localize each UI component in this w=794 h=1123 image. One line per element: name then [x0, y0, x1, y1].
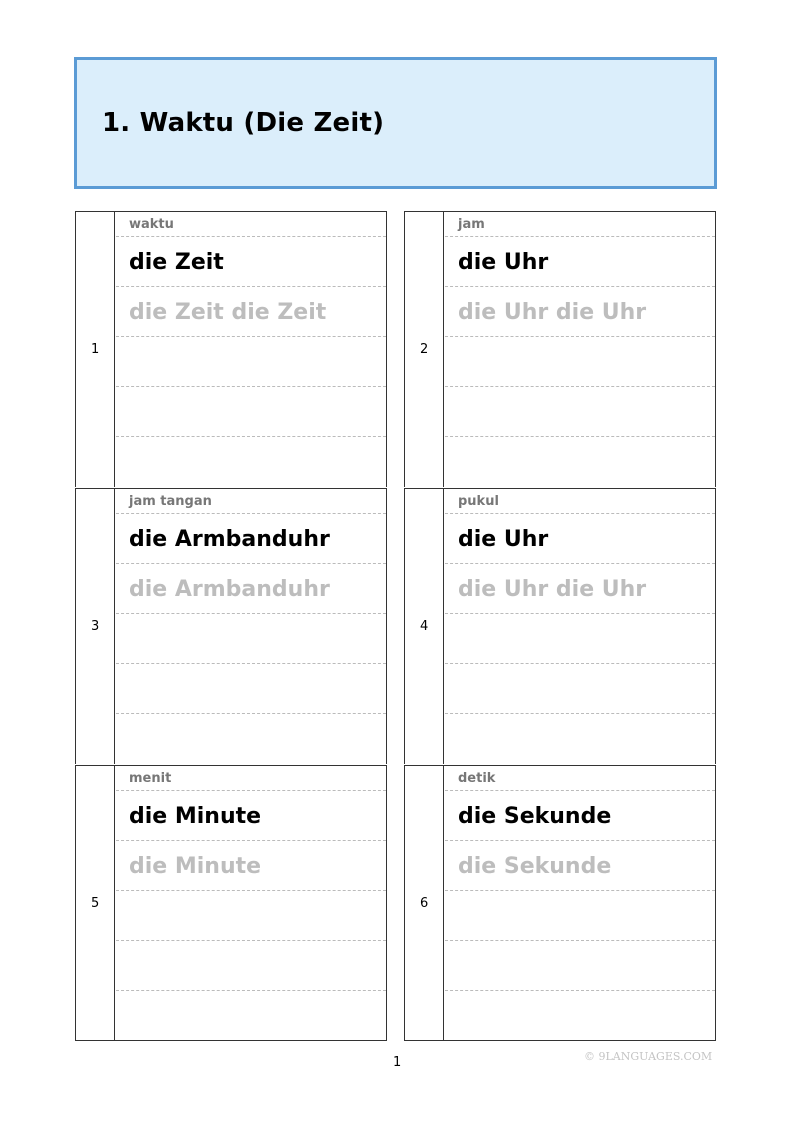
practice-line[interactable]: [116, 387, 386, 437]
practice-line[interactable]: [445, 941, 715, 991]
practice-line[interactable]: [445, 614, 715, 664]
trace-word: die Sekunde: [458, 854, 612, 879]
word-row: [116, 237, 386, 287]
trace-word: die Uhr die Uhr: [458, 577, 647, 602]
trace-row: [116, 287, 386, 337]
trace-row: [445, 287, 715, 337]
practice-line[interactable]: [445, 437, 715, 487]
practice-line[interactable]: [116, 991, 386, 1041]
practice-line[interactable]: [116, 891, 386, 941]
trace-row: [116, 564, 386, 614]
trace-row: [116, 841, 386, 891]
vocab-word: die Sekunde: [458, 804, 612, 829]
number-column: [405, 766, 444, 1040]
card-number: 2: [420, 342, 429, 357]
trace-word: die Minute: [129, 854, 262, 879]
practice-line[interactable]: [116, 714, 386, 764]
meaning-label: detik: [458, 771, 496, 786]
trace-row: [445, 841, 715, 891]
meaning-label: jam tangan: [129, 494, 212, 509]
copyright-notice: © 9LANGUAGES.COM: [584, 1050, 713, 1063]
meaning-row: [445, 212, 715, 237]
meaning-row: [116, 212, 386, 237]
number-column: [76, 766, 115, 1040]
meaning-label: waktu: [129, 217, 174, 232]
practice-line[interactable]: [445, 664, 715, 714]
card-number: 3: [91, 619, 100, 634]
practice-line[interactable]: [445, 387, 715, 437]
practice-line[interactable]: [116, 337, 386, 387]
page-number: 1: [393, 1055, 402, 1070]
trace-row: [445, 564, 715, 614]
card-number: 5: [91, 896, 100, 911]
word-row: [445, 791, 715, 841]
word-row: [116, 791, 386, 841]
meaning-row: [116, 766, 386, 791]
meaning-label: menit: [129, 771, 172, 786]
number-column: [76, 489, 115, 764]
trace-word: die Uhr die Uhr: [458, 300, 647, 325]
word-row: [445, 237, 715, 287]
practice-line[interactable]: [116, 437, 386, 487]
practice-line[interactable]: [445, 337, 715, 387]
vocab-word: die Uhr: [458, 250, 549, 275]
number-column: [405, 212, 444, 487]
vocab-card: [75, 211, 387, 487]
meaning-label: jam: [458, 217, 485, 232]
title-banner: [74, 57, 717, 189]
word-row: [445, 514, 715, 564]
number-column: [405, 489, 444, 764]
word-row: [116, 514, 386, 564]
card-number: 6: [420, 896, 429, 911]
vocab-word: die Uhr: [458, 527, 549, 552]
practice-line[interactable]: [116, 614, 386, 664]
vocab-card: [75, 488, 387, 764]
vocab-card: [404, 211, 716, 487]
practice-line[interactable]: [445, 991, 715, 1041]
card-number: 1: [91, 342, 100, 357]
page-title: 1. Waktu (Die Zeit): [102, 108, 385, 138]
practice-line[interactable]: [116, 941, 386, 991]
practice-line[interactable]: [445, 714, 715, 764]
meaning-label: pukul: [458, 494, 499, 509]
vocab-word: die Zeit: [129, 250, 224, 275]
vocab-card: [404, 765, 716, 1041]
meaning-row: [445, 766, 715, 791]
vocab-card: [404, 488, 716, 764]
number-column: [76, 212, 115, 487]
trace-word: die Zeit die Zeit: [129, 300, 327, 325]
vocab-card: [75, 765, 387, 1041]
card-number: 4: [420, 619, 429, 634]
vocab-word: die Minute: [129, 804, 262, 829]
meaning-row: [445, 489, 715, 514]
meaning-row: [116, 489, 386, 514]
practice-line[interactable]: [445, 891, 715, 941]
vocab-word: die Armbanduhr: [129, 527, 330, 552]
trace-word: die Armbanduhr: [129, 577, 330, 602]
practice-line[interactable]: [116, 664, 386, 714]
